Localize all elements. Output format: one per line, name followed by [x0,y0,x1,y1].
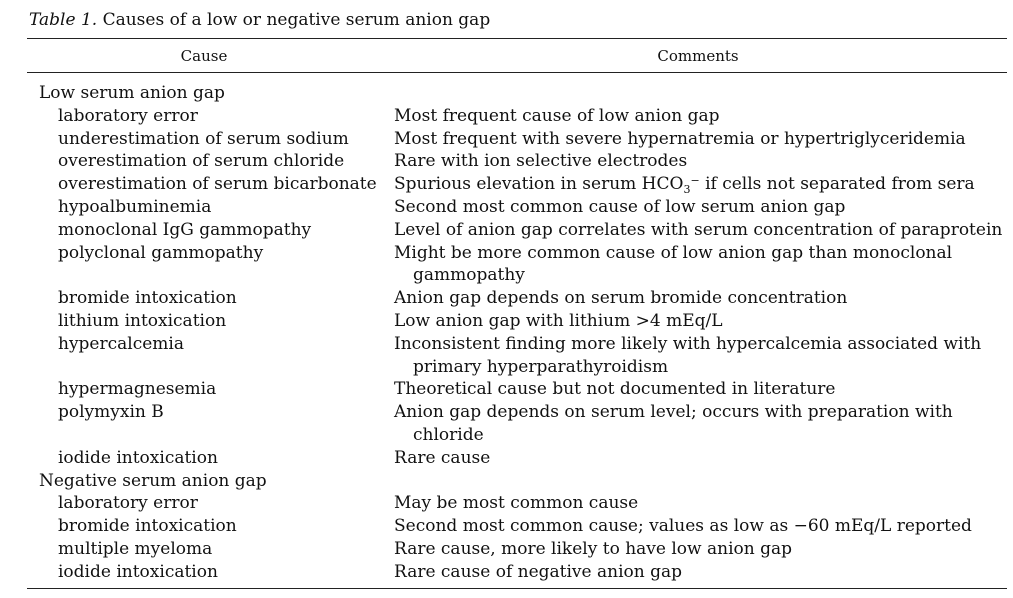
comment-cell [394,173,1013,196]
table-row [0,287,1013,310]
comment-cell: Rare cause of negative anion gap [394,561,683,582]
table-row [0,515,1013,538]
cause-cell: iodide intoxication [58,561,218,582]
table-row [0,447,1013,470]
section-title: Low serum anion gap [39,83,225,103]
section-row [0,82,1013,105]
comment-cell: Second most common cause; values as low as −60 mEq/L reported [394,516,972,537]
table-row [0,310,1013,333]
table-row [0,492,1013,515]
comment-cell: Level of anion gap correlates with serum concentration of paraprotein [394,219,1003,240]
table-body [0,82,1013,584]
header-rule [27,72,1007,73]
cause-cell: laboratory error [58,493,198,514]
comment-superscript: − [690,174,700,188]
cause-cell: monoclonal IgG gammopathy [58,219,312,240]
cause-cell: bromide intoxication [58,288,237,309]
comment-cell: Rare cause, more likely to have low anion gap [394,538,792,559]
comment-subscript: 3 [683,183,691,197]
cause-cell: polyclonal gammopathy [58,242,264,263]
cause-cell: overestimation of serum chloride [58,151,345,172]
table-caption-text: Causes of a low or negative serum anion gap [97,10,491,30]
table-row [0,242,1013,288]
table-row [0,196,1013,219]
cause-cell: polymyxin B [58,402,164,423]
comment-cell: Anion gap depends on serum level; occurs with preparation with chloride [394,402,953,445]
comment-cell: Most frequent cause of low anion gap [394,105,720,126]
comment-cell: Second most common cause of low serum anion gap [394,196,846,217]
cause-cell: overestimation of serum bicarbonate [58,174,377,195]
cause-cell: underestimation of serum sodium [58,128,349,149]
table-row [0,219,1013,242]
comment-cell: Inconsistent finding more likely with hypercalcemia associated with primary hyperparathyroidism [394,333,982,377]
cause-cell: multiple myeloma [58,538,213,559]
section-title: Negative serum anion gap [39,470,267,491]
table-row [0,173,1013,196]
comment-cell: Rare cause [394,447,491,468]
table-row [0,105,1013,128]
section-row [0,470,1013,493]
table-row [0,538,1013,561]
comment-text: if cells not separated from sera [699,174,975,195]
table-caption [29,9,490,31]
cause-cell: hypermagnesemia [58,379,217,400]
comment-cell: Low anion gap with lithium >4 mEq/L [394,310,723,331]
cause-cell: lithium intoxication [58,310,227,331]
comment-cell: Rare with ion selective electrodes [394,151,688,172]
comment-cell: Most frequent with severe hypernatremia or hypertriglyceridemia [394,128,966,149]
table-row [0,401,1013,447]
table-row [0,150,1013,173]
table-row [0,128,1013,151]
cause-cell: hypoalbuminemia [58,196,212,217]
comment-text: Spurious elevation in serum HCO [394,174,684,195]
table-row [0,378,1013,401]
table-row [0,561,1013,584]
comment-cell: Theoretical cause but not documented in literature [394,379,836,400]
cause-cell: hypercalcemia [58,333,184,354]
comment-cell: Anion gap depends on serum bromide concentration [394,288,848,309]
comment-cell: May be most common cause [394,493,639,514]
cause-cell: iodide intoxication [58,447,218,468]
comment-cell: Might be more common cause of low anion gap than monoclonal gammopathy [394,242,953,286]
header-comments: Comments [657,47,739,65]
header-cause: Cause [180,47,228,65]
table-row [0,333,1013,379]
bottom-rule [27,588,1007,589]
cause-cell: laboratory error [58,105,198,126]
table-caption-label: Table 1. [29,10,98,30]
top-rule [27,38,1007,39]
cause-cell: bromide intoxication [58,516,237,537]
